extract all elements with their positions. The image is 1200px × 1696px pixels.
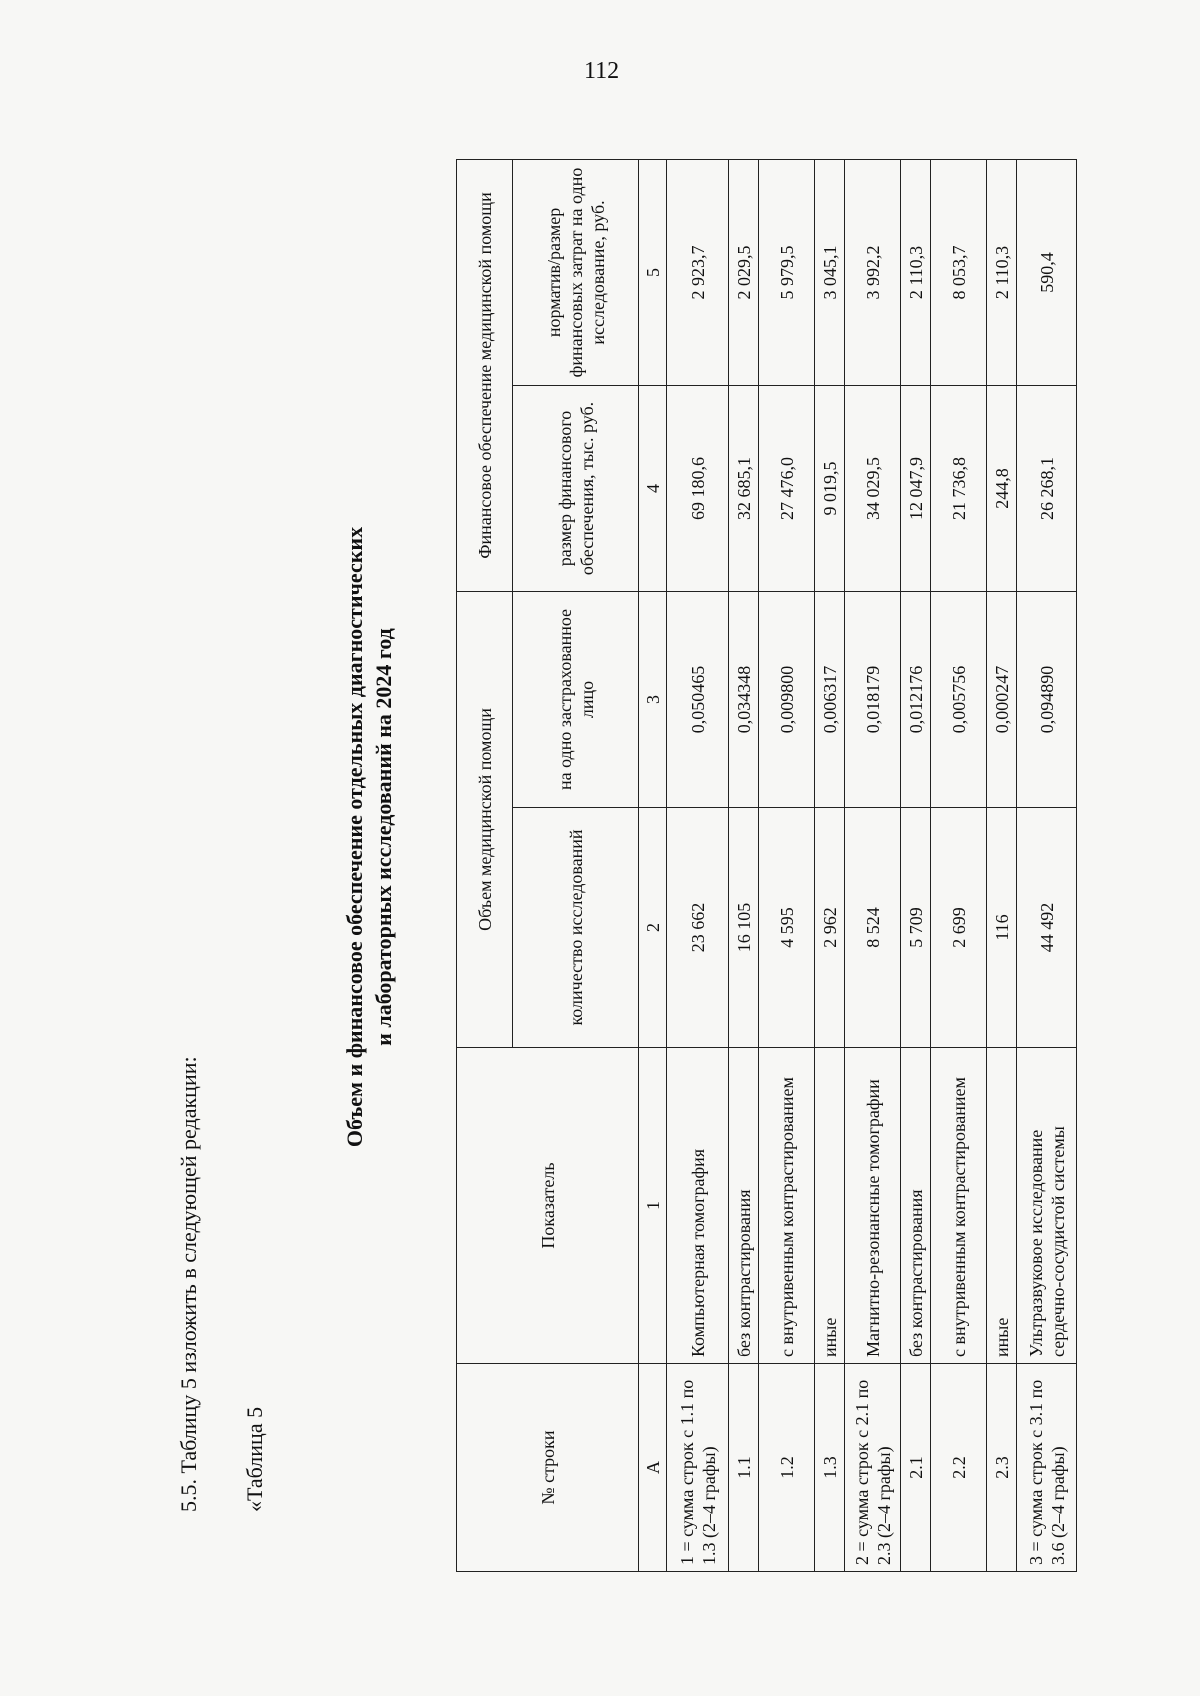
intro-text: 5.5. Таблицу 5 изложить в следующей редакции: [176, 1056, 201, 1512]
row-per-insured: 0,000247 [987, 591, 1017, 807]
col-number: 5 [639, 159, 667, 385]
col-number: 4 [639, 385, 667, 591]
row-number: 2.1 [901, 1364, 931, 1572]
row-number: 1.2 [759, 1364, 815, 1572]
col-number: 2 [639, 808, 667, 1048]
header-count: количество исследований [513, 808, 639, 1048]
row-count: 2 699 [931, 808, 987, 1048]
table-row [667, 159, 729, 1571]
row-number: 1 = сумма строк с 1.1 по 1.3 (2–4 графы) [667, 1364, 729, 1572]
row-number: 2 = сумма строк с 2.1 по 2.3 (2–4 графы) [845, 1364, 901, 1572]
row-finance-size: 9 019,5 [815, 385, 845, 591]
table-row [1017, 159, 1077, 1571]
row-indicator: Компьютерная томография [667, 1048, 729, 1364]
row-norm: 2 110,3 [901, 159, 931, 385]
row-norm: 590,4 [1017, 159, 1077, 385]
row-finance-size: 12 047,9 [901, 385, 931, 591]
row-indicator: без контрастирования [901, 1048, 931, 1364]
table-title [340, 162, 398, 1512]
table-title-line-2: и лабораторных исследований на 2024 год [371, 628, 396, 1046]
row-per-insured: 0,005756 [931, 591, 987, 807]
row-per-insured: 0,034348 [729, 591, 759, 807]
header-per-insured: на одно застрахованное лицо [513, 591, 639, 807]
row-norm: 2 923,7 [667, 159, 729, 385]
row-norm: 3 045,1 [815, 159, 845, 385]
col-number: 3 [639, 591, 667, 807]
row-count: 4 595 [759, 808, 815, 1048]
row-per-insured: 0,009800 [759, 591, 815, 807]
table-row [901, 159, 931, 1571]
col-number: А [639, 1364, 667, 1572]
row-finance-size: 34 029,5 [845, 385, 901, 591]
row-norm: 2 110,3 [987, 159, 1017, 385]
row-count: 116 [987, 808, 1017, 1048]
table-row [729, 159, 759, 1571]
table-label: «Таблица 5 [242, 1406, 267, 1512]
table-title-line-1: Объем и финансовое обеспечение отдельных диагностических [342, 526, 367, 1148]
row-indicator: с внутривенным контрастированием [931, 1048, 987, 1364]
table-row [759, 159, 815, 1571]
row-indicator: Ультразвуковое исследование сердечно-сосудистой системы [1017, 1048, 1077, 1364]
row-count: 2 962 [815, 808, 845, 1048]
header-indicator: Показатель [457, 1048, 639, 1364]
table-row [987, 159, 1017, 1571]
row-norm: 8 053,7 [931, 159, 987, 385]
row-norm: 2 029,5 [729, 159, 759, 385]
row-number: 2.3 [987, 1364, 1017, 1572]
header-finance-group: Финансовое обеспечение медицинской помощи [457, 159, 513, 591]
row-norm: 5 979,5 [759, 159, 815, 385]
table-row [845, 159, 901, 1571]
row-indicator: с внутривенным контрастированием [759, 1048, 815, 1364]
row-indicator: без контрастирования [729, 1048, 759, 1364]
row-count: 5 709 [901, 808, 931, 1048]
row-count: 8 524 [845, 808, 901, 1048]
page-number: 112 [584, 58, 620, 84]
header-row-no: № строки [457, 1364, 639, 1572]
table-row [931, 159, 987, 1571]
row-number: 3 = сумма строк с 3.1 по 3.6 (2–4 графы) [1017, 1364, 1077, 1572]
row-count: 23 662 [667, 808, 729, 1048]
row-finance-size: 21 736,8 [931, 385, 987, 591]
row-finance-size: 244,8 [987, 385, 1017, 591]
row-indicator: Магнитно-резонансные томографии [845, 1048, 901, 1364]
header-norm: норматив/размер финансовых затрат на одно исследование, руб. [513, 159, 639, 385]
row-indicator: иные [987, 1048, 1017, 1364]
row-indicator: иные [815, 1048, 845, 1364]
row-number: 1.3 [815, 1364, 845, 1572]
row-per-insured: 0,012176 [901, 591, 931, 807]
row-per-insured: 0,050465 [667, 591, 729, 807]
row-per-insured: 0,094890 [1017, 591, 1077, 807]
row-norm: 3 992,2 [845, 159, 901, 385]
row-per-insured: 0,018179 [845, 591, 901, 807]
row-finance-size: 27 476,0 [759, 385, 815, 591]
header-volume-group: Объем медицинской помощи [457, 591, 513, 1047]
row-number: 2.2 [931, 1364, 987, 1572]
col-number: 1 [639, 1048, 667, 1364]
row-finance-size: 26 268,1 [1017, 385, 1077, 591]
row-count: 44 492 [1017, 808, 1077, 1048]
header-finance-size: размер финансового обеспечения, тыс. руб. [513, 385, 639, 591]
row-finance-size: 69 180,6 [667, 385, 729, 591]
row-number: 1.1 [729, 1364, 759, 1572]
row-count: 16 105 [729, 808, 759, 1048]
table-row [815, 159, 845, 1571]
row-per-insured: 0,006317 [815, 591, 845, 807]
data-table [456, 159, 1077, 1572]
row-finance-size: 32 685,1 [729, 385, 759, 591]
